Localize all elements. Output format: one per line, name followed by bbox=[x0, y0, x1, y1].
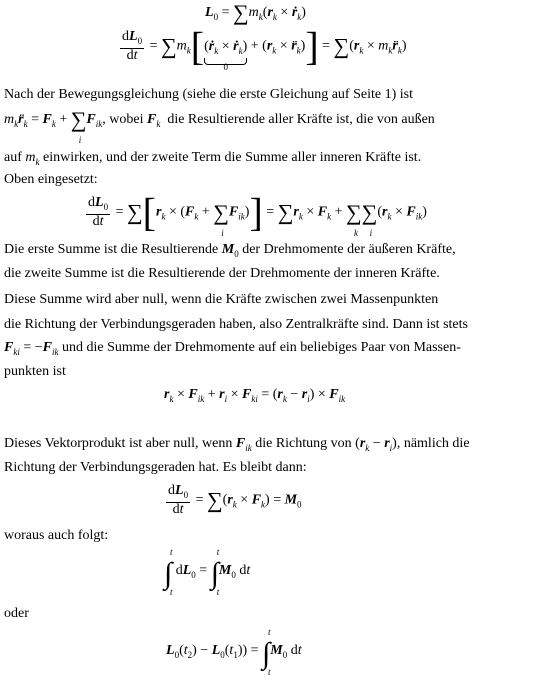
text-fragment: die Resultierende aller Kräfte ist, die von außen bbox=[167, 112, 435, 127]
text-line: Oben eingesetzt: bbox=[4, 172, 98, 187]
equation-time-derivative: $\frac{dL_0}{dt}$ = $\sum m_k[(ṙ_k$ × ṙ$_k$) 0 + ($r_k$ × $r̈_k)] = \sum(r_k$ × $m_kr̈_k$) bbox=[122, 23, 407, 73]
text-fragment: der Drehmomente der äußeren Kräfte, bbox=[242, 242, 456, 257]
text-fragment: einwirken, und der zweite Term die Summe aller inneren Kräfte ist. bbox=[43, 150, 422, 165]
equation-pair-torque: $r_k \times F_{ik} + r_i \times F_{ki} = (r_k - r_i) \times F_{ik}$ bbox=[164, 387, 346, 404]
text-fragment: die Richtung von bbox=[255, 436, 352, 451]
text-line: auf $m_k$ einwirken, und der zweite Term die Summe aller inneren Kräfte ist. bbox=[4, 150, 422, 167]
equation-angular-momentum: $L_0 = \sum m_k(r_k$ × ṙ$_k$) bbox=[205, 0, 306, 25]
text-fragment: auf bbox=[4, 150, 22, 165]
text-fragment: Die erste Summe ist die Resultierende bbox=[4, 242, 219, 257]
text-line: punkten ist bbox=[4, 364, 66, 379]
text-line: die Richtung der Verbindungsgeraden haben, also Zentralkräfte sind. Dann ist stets bbox=[4, 317, 468, 332]
equation-substituted: $\frac{dL_0}{dt}$ = $\sum[r_k \times (F_k$ + ∑ i $F_{ik})] = \sum r_k \times F_k$ + ∑ k ∑ i $(r_k \times F_{ik})$ bbox=[88, 189, 427, 238]
text-line: Richtung der Verbindungsgeraden hat. Es bleibt dann: bbox=[4, 460, 307, 475]
text-line: $F_{ki} = -F_{ik}$ und die Summe der Drehmomente auf ein beliebiges Paar von Massen- bbox=[4, 340, 461, 357]
text-line: woraus auch folgt: bbox=[4, 528, 109, 543]
equation-integral: ∫ t t $dL_0$ = ∫ t t $M_0$ dt bbox=[164, 547, 251, 597]
text-fragment: , nämlich die bbox=[396, 436, 470, 451]
text-fragment: Dieses Vektorprodukt ist aber null, wenn bbox=[4, 436, 233, 451]
text-line: Diese Summe wird aber null, wenn die Kräfte zwischen zwei Massenpunkten bbox=[4, 292, 439, 307]
text-line: oder bbox=[4, 606, 29, 621]
text-fragment: , wobei bbox=[102, 112, 144, 127]
equation-integral-limits: $L_0(t_2) - L_0(t_1)$) = ∫ t t $M_0$ dt bbox=[166, 627, 302, 677]
text-line: Die erste Summe ist die Resultierende $M_0$ der Drehmomente der äußeren Kräfte, bbox=[4, 242, 456, 259]
text-fragment: und die Summe der Drehmomente auf ein beliebiges Paar von Massen- bbox=[61, 340, 461, 355]
text-line: die zweite Summe ist die Resultierende der Drehmomente der inneren Kräfte. bbox=[4, 266, 440, 281]
equation-result: $\frac{dL_0}{dt}$ = $\sum(r_k \times F_k) = M_0$ bbox=[168, 483, 302, 517]
text-line: $m_kr̈_k = F_k$ + ∑ i $F_{ik}$, wobei $F_k$ die Resultierende aller Kräfte ist, die von außen bbox=[4, 107, 435, 145]
text-line: Dieses Vektorprodukt ist aber null, wenn $F_{ik}$ die Richtung von $(r_k - r_i)$, nämlich die bbox=[4, 436, 470, 453]
text-line: Nach der Bewegungsgleichung (siehe die erste Gleichung auf Seite 1) ist bbox=[4, 87, 413, 102]
